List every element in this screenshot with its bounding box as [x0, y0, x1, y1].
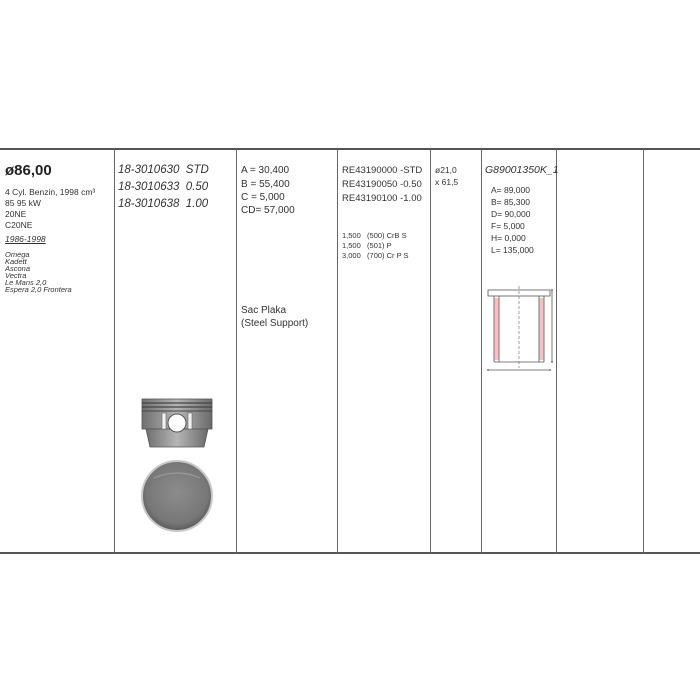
- piston-size: 0.50: [185, 181, 209, 193]
- liner-dimension: H= 0,000: [491, 233, 526, 243]
- engine-line: 85 95 kW: [5, 198, 41, 208]
- piston-code: 18-3010630: [118, 164, 180, 176]
- model-name: Vectra: [5, 271, 27, 280]
- piston-size: 1.00: [185, 198, 209, 210]
- ring-spec: 1,500 (500) CrB S: [342, 231, 407, 240]
- piston-row: [118, 164, 209, 176]
- liner-dimension: F= 5,000: [491, 221, 525, 231]
- column-divider-4: [430, 149, 431, 553]
- model-name: Espera 2,0 Frontera: [5, 285, 72, 294]
- piston-row: [118, 181, 208, 193]
- model-years: 1986-1998: [5, 234, 46, 244]
- top-border: [0, 148, 700, 150]
- column-divider-2: [236, 149, 237, 553]
- column-divider-6: [556, 149, 557, 553]
- model-name: Kadett: [5, 257, 27, 266]
- dimension-value: CD= 57,000: [241, 205, 295, 216]
- liner-dimension: A= 89,000: [491, 185, 530, 195]
- engine-line: C20NE: [5, 220, 33, 230]
- column-divider-5: [481, 149, 482, 553]
- bottom-border: [0, 552, 700, 554]
- piston-code: 18-3010638: [118, 198, 180, 210]
- piston-top-view-image: [140, 458, 214, 534]
- dimension-value: C = 5,000: [241, 192, 285, 203]
- piston-size: STD: [185, 164, 209, 176]
- model-name: Ascona: [5, 264, 31, 273]
- cylinder-liner-drawing: [484, 284, 554, 374]
- engine-line: 20NE: [5, 209, 27, 219]
- liner-code: G89001350K_1: [485, 164, 559, 176]
- ring-code: RE43190050 -0.50: [342, 179, 422, 190]
- ring-code: RE43190100 -1.00: [342, 193, 422, 204]
- pin-diameter: ø21,0: [435, 165, 457, 175]
- piston-code: 18-3010633: [118, 181, 180, 193]
- liner-dimension: D= 90,000: [491, 209, 531, 219]
- ring-spec: 3,000 (700) Cr P S: [342, 251, 409, 260]
- liner-dimension: B= 85,300: [491, 197, 530, 207]
- pin-length: x 61,5: [435, 177, 459, 187]
- column-divider-1: [114, 149, 115, 553]
- liner-dimension: L= 135,000: [491, 245, 534, 255]
- support-label: Sac Plaka: [241, 305, 287, 316]
- ring-spec: 1,500 (501) P: [342, 241, 392, 250]
- model-name: Omega: [5, 250, 30, 259]
- dimension-value: A = 30,400: [241, 165, 290, 176]
- bore-diameter: ø86,00: [5, 162, 52, 179]
- column-divider-3: [337, 149, 338, 553]
- ring-code: RE43190000 -STD: [342, 165, 423, 176]
- dimension-value: B = 55,400: [241, 179, 290, 190]
- model-name: Le Mans 2,0: [5, 278, 47, 287]
- engine-line: 4 Cyl. Benzin, 1998 cm³: [5, 187, 96, 197]
- support-label: (Steel Support): [241, 318, 309, 329]
- column-divider-7: [643, 149, 644, 553]
- piston-side-view-image: [140, 397, 214, 449]
- piston-row: [118, 198, 208, 210]
